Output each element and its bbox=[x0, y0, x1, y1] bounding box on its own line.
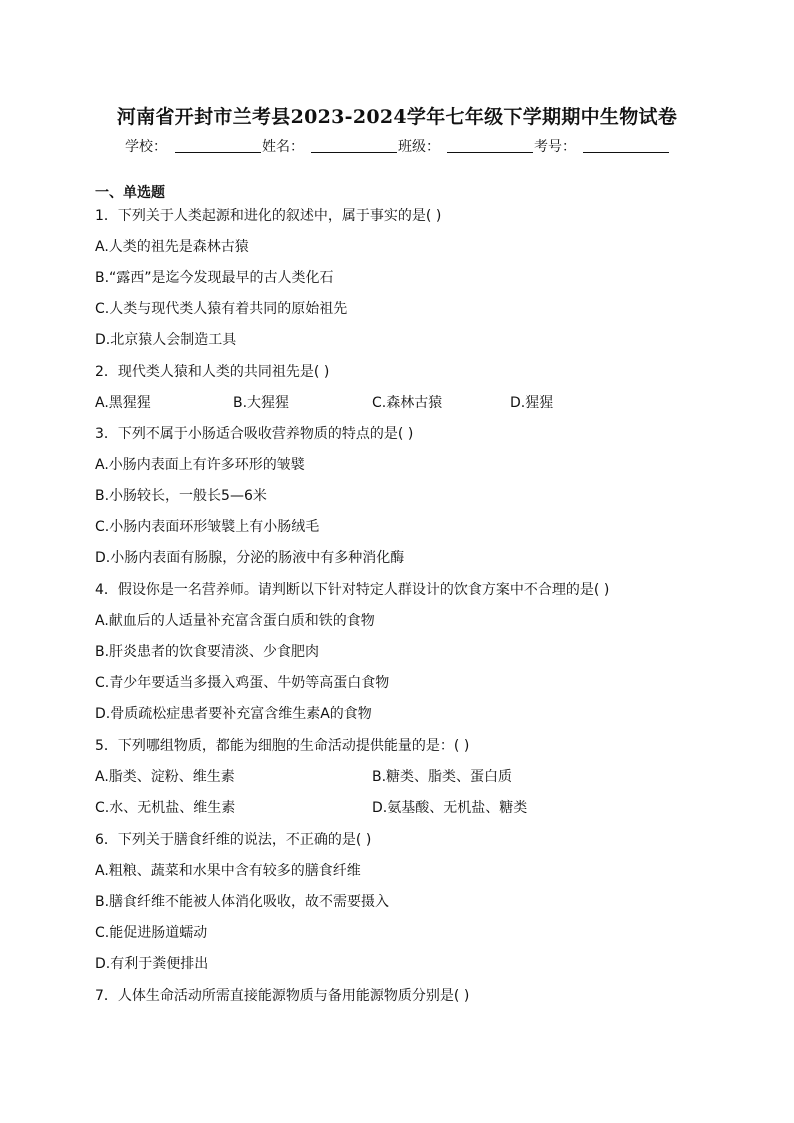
question-3-stem: 3．下列不属于小肠适合吸收营养物质的特点的是( ) bbox=[95, 426, 414, 442]
question-4-option-a: A.献血后的人适量补充富含蛋白质和铁的食物 bbox=[95, 613, 375, 629]
question-7-stem: 7．人体生命活动所需直接能源物质与备用能源物质分别是( ) bbox=[95, 988, 470, 1004]
question-2-option-c: C.森林古猿 bbox=[372, 395, 443, 411]
question-4-stem: 4．假设你是一名营养师。请判断以下针对特定人群设计的饮食方案中不合理的是( ) bbox=[95, 582, 610, 598]
question-1-stem: 1．下列关于人类起源和进化的叙述中，属于事实的是( ) bbox=[95, 208, 442, 224]
question-2-option-d: D.猩猩 bbox=[510, 395, 554, 411]
question-3-option-c: C.小肠内表面环形皱襞上有小肠绒毛 bbox=[95, 519, 320, 535]
question-2-option-a: A.黑猩猩 bbox=[95, 395, 151, 411]
question-1-option-c: C.人类与现代类人猿有着共同的原始祖先 bbox=[95, 301, 348, 317]
question-3-option-b: B.小肠较长，一般长5—6米 bbox=[95, 488, 267, 504]
question-3-option-a: A.小肠内表面上有许多环形的皱襞 bbox=[95, 457, 305, 473]
class-blank bbox=[447, 152, 533, 153]
question-5-option-d: D.氨基酸、无机盐、糖类 bbox=[372, 800, 528, 816]
question-2-option-b: B.大猩猩 bbox=[233, 395, 290, 411]
question-4-option-d: D.骨质疏松症患者要补充富含维生素A的食物 bbox=[95, 706, 372, 722]
question-5-option-c: C.水、无机盐、维生素 bbox=[95, 800, 236, 816]
question-4-option-b: B.肝炎患者的饮食要清淡、少食肥肉 bbox=[95, 644, 320, 660]
question-1-option-d: D.北京猿人会制造工具 bbox=[95, 332, 237, 348]
question-6-option-c: C.能促进肠道蠕动 bbox=[95, 925, 208, 941]
question-5-option-b: B.糖类、脂类、蛋白质 bbox=[372, 769, 513, 785]
section-heading: 一、单选题 bbox=[95, 185, 165, 201]
question-6-stem: 6．下列关于膳食纤维的说法，不正确的是( ) bbox=[95, 832, 372, 848]
school-label: 学校： bbox=[125, 139, 167, 155]
question-1-option-a: A.人类的祖先是森林古猿 bbox=[95, 239, 249, 255]
class-label: 班级： bbox=[398, 139, 440, 155]
name-blank bbox=[311, 152, 397, 153]
question-5-stem: 5．下列哪组物质，都能为细胞的生命活动提供能量的是：( ) bbox=[95, 738, 470, 754]
number-blank bbox=[583, 152, 669, 153]
number-label: 考号： bbox=[534, 139, 576, 155]
question-4-option-c: C.青少年要适当多摄入鸡蛋、牛奶等高蛋白食物 bbox=[95, 675, 390, 691]
question-1-option-b: B.“露西”是迄今发现最早的古人类化石 bbox=[95, 270, 334, 286]
question-3-option-d: D.小肠内表面有肠腺，分泌的肠液中有多种消化酶 bbox=[95, 550, 405, 566]
question-5-option-a: A.脂类、淀粉、维生素 bbox=[95, 769, 235, 785]
question-6-option-b: B.膳食纤维不能被人体消化吸收，故不需要摄入 bbox=[95, 894, 390, 910]
name-label: 姓名： bbox=[262, 139, 304, 155]
page-title: 河南省开封市兰考县2023-2024学年七年级下学期期中生物试卷 bbox=[116, 106, 678, 128]
student-info-row bbox=[125, 136, 685, 156]
question-2-stem: 2．现代类人猿和人类的共同祖先是( ) bbox=[95, 364, 330, 380]
question-6-option-a: A.粗粮、蔬菜和水果中含有较多的膳食纤维 bbox=[95, 863, 361, 879]
question-6-option-d: D.有利于粪便排出 bbox=[95, 956, 209, 972]
school-blank bbox=[175, 152, 261, 153]
